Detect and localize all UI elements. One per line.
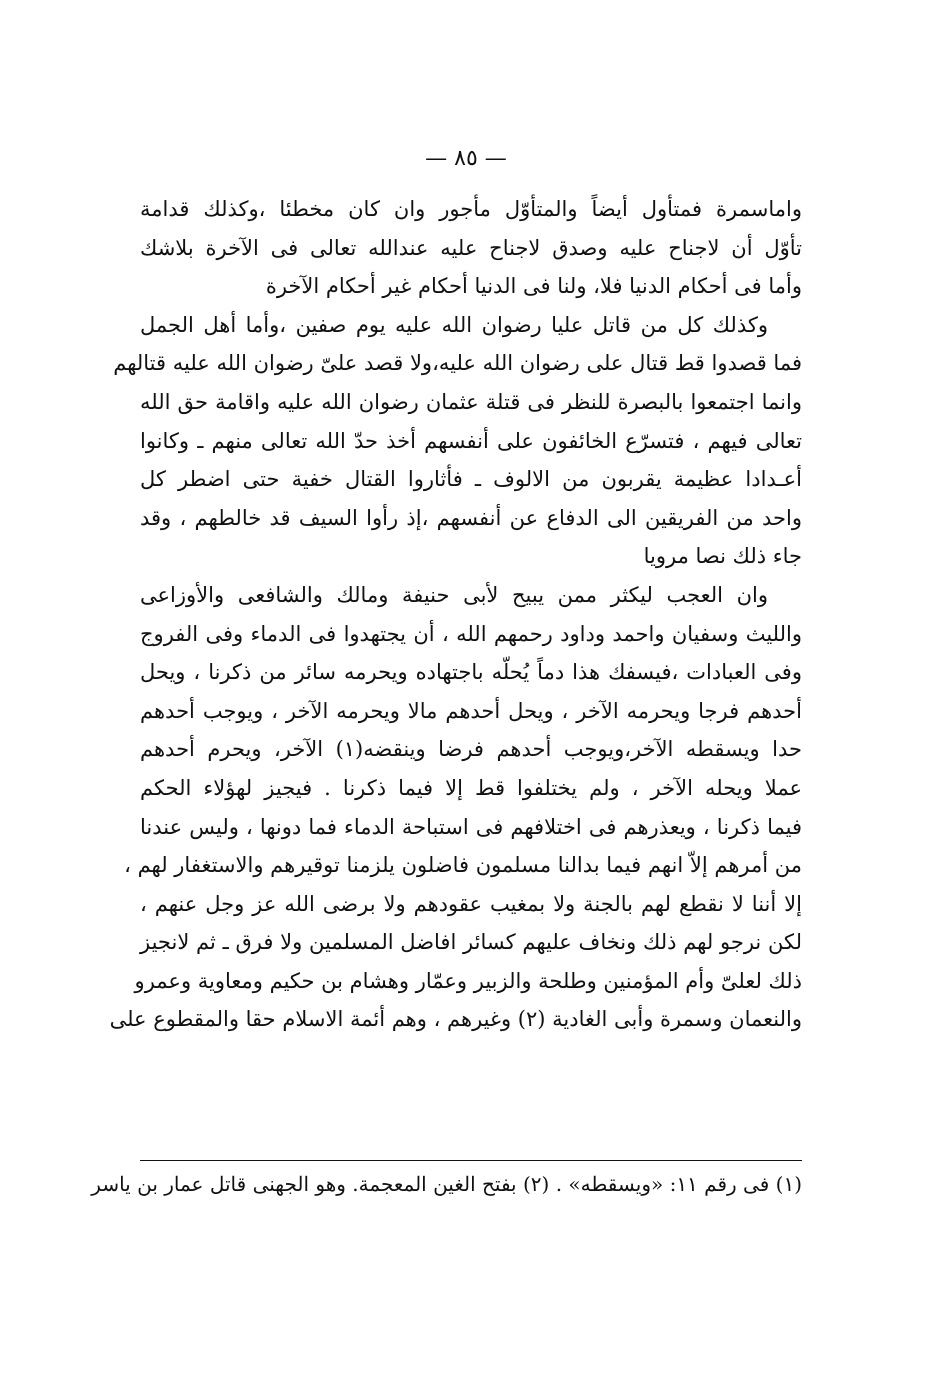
text-line: واماسمرة فمتأول أيضاً والمتأوّل مأجور وان كان مخطئا ،وكذلك قدامة <box>140 197 802 221</box>
text-line: لكن نرجو لهم ذلك ونخاف عليهم كسائر افاضل المسلمين ولا فرق ـ ثم لانجيز <box>140 930 802 955</box>
text-line: وكذلك كل من قاتل عليا رضوان الله عليه يوم صفين ،وأما أهل الجمل <box>140 312 768 337</box>
text-line: وأما فى أحكام الدنيا فلا، ولنا فى الدنيا أحكام غير أحكام الآخرة <box>265 274 802 299</box>
text-line: تعالى فيهم ، فتسرّع الخائفون على أنفسهم أخذ حدّ الله تعالى منهم ـ وكانوا <box>140 428 802 453</box>
text-line: فما قصدوا قط قتال على رضوان الله عليه،ولا قصد علىّ رضوان الله عليه قتالهم <box>113 351 802 376</box>
text-line: والليث وسفيان واحمد وداود رحمهم الله ، أن يجتهدوا فى الدماء وفى الفروج <box>140 621 802 646</box>
text-line: أعـدادا عظيمة يقربون من الالوف ـ فأثاروا القتال خفية حتى اضطر كل <box>140 467 802 492</box>
text-line: وفى العبادات ،فيسفك هذا دماً يُحلّه باجتهاده ويحرمه سائر من ذكرنا ، ويحل <box>140 660 802 685</box>
page-number: — ٨٥ — <box>425 146 507 171</box>
text-line: عملا ويحله الآخر ، ولم يختلفوا قط إلا فيما ذكرنا . فيجيز لهؤلاء الحكم <box>140 775 802 800</box>
text-line: وان العجب ليكثر ممن يبيح لأبى حنيفة ومالك والشافعى والأوزاعى <box>140 582 768 607</box>
text-line: وانما اجتمعوا بالبصرة للنظر فى قتلة عثمان رضوان الله عليه واقامة حق الله <box>140 389 802 414</box>
text-line: من أمرهم إلاّ انهم فيما بدالنا مسلمون فاضلون يلزمنا توقيرهم والاستغفار لهم ، <box>124 853 802 878</box>
footnote: (١) فى رقم ١١: «ويسقطه» . (٢) بفتح الغين المعجمة. وهو الجهنى قاتل عمار بن ياسر <box>91 1172 802 1196</box>
text-line: أحدهم فرجا ويحرمه الآخر ، ويحل أحدهم مالا ويحرمه الآخر ، ويوجب أحدهم <box>140 698 802 723</box>
text-line: ذلك لعلىّ وأم المؤمنين وطلحة والزبير وعمّار وهشام بن حكيم ومعاوية وعمرو <box>134 968 802 993</box>
text-line: والنعمان وسمرة وأبى الغادية (٢) وغيرهم ، وهم أئمة الاسلام حقا والمقطوع على <box>109 1007 802 1032</box>
footnote-divider <box>140 1160 802 1161</box>
text-line: إلا أننا لا نقطع لهم بالجنة ولا بمغيب عقودهم ولا برضى الله عز وجل عنهم ، <box>140 891 802 916</box>
text-line: تأوّل أن لاجناح عليه وصدق لاجناح عليه عندالله تعالى فى الآخرة بلاشك <box>140 235 802 260</box>
text-line: حدا ويسقطه الآخر،ويوجب أحدهم فرضا وينقضه(١) الآخر، ويحرم أحدهم <box>140 737 802 762</box>
body-text <box>109 190 802 1039</box>
text-line: فيما ذكرنا ، ويعذرهم فى اختلافهم فى استباحة الدماء فما دونها ، وليس عندنا <box>140 814 802 839</box>
text-line: جاء ذلك نصا مرويا <box>643 544 802 569</box>
text-line: واحد من الفريقين الى الدفاع عن أنفسهم ،إذ رأوا السيف قد خالطهم ، وقد <box>140 505 802 530</box>
